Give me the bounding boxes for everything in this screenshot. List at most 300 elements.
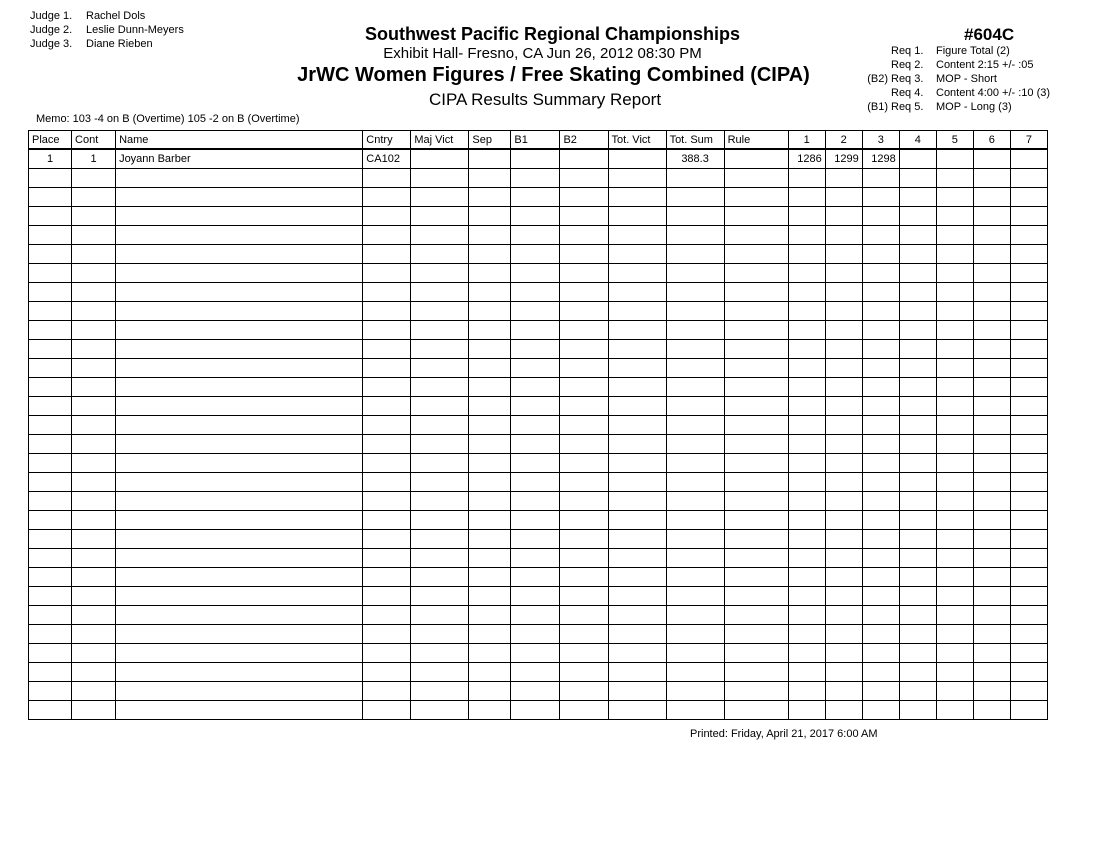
col-header-b2: B2 [560,131,608,150]
empty-cell [116,549,363,568]
empty-cell [973,226,1010,245]
empty-cell [1010,169,1047,188]
empty-cell [511,530,560,549]
empty-cell [511,169,560,188]
requirement-text: Content 4:00 +/- :10 (3) [936,87,1051,99]
empty-cell [608,625,666,644]
empty-cell [411,606,469,625]
empty-cell [469,625,511,644]
empty-cell [973,682,1010,701]
empty-cell [973,435,1010,454]
empty-cell [411,302,469,321]
empty-cell [724,644,788,663]
empty-cell [862,644,899,663]
empty-cell [1010,511,1047,530]
empty-cell [825,644,862,663]
empty-cell [560,682,608,701]
empty-cell [29,473,72,492]
empty-cell [862,701,899,720]
empty-cell [724,530,788,549]
empty-cell [608,226,666,245]
empty-cell [1010,188,1047,207]
empty-cell [363,663,411,682]
requirement-row [858,72,1050,86]
empty-cell [724,606,788,625]
empty-cell [411,568,469,587]
empty-cell [29,530,72,549]
empty-cell [825,454,862,473]
table-header-row [29,131,1048,150]
empty-cell [363,283,411,302]
col-header-rule: Rule [724,131,788,150]
empty-cell [973,587,1010,606]
empty-cell [560,207,608,226]
empty-cell [724,188,788,207]
empty-cell [1010,302,1047,321]
empty-cell [788,397,825,416]
empty-cell [72,606,116,625]
empty-cell [1010,530,1047,549]
empty-cell [862,606,899,625]
empty-cell [899,188,936,207]
empty-cell [862,435,899,454]
empty-cell [72,682,116,701]
empty-cell [825,511,862,530]
empty-cell [411,625,469,644]
requirements-list [858,44,1050,114]
empty-cell [72,454,116,473]
empty-cell [724,625,788,644]
empty-cell [363,682,411,701]
cell-judge-6 [973,149,1010,169]
col-header-tot-vict: Tot. Vict [608,131,666,150]
empty-cell [511,264,560,283]
results-body [29,149,1048,720]
empty-cell [973,359,1010,378]
empty-cell [899,587,936,606]
empty-cell [862,454,899,473]
empty-cell [72,378,116,397]
empty-cell [788,207,825,226]
empty-cell [936,473,973,492]
empty-cell [560,302,608,321]
empty-cell [899,245,936,264]
empty-cell [973,321,1010,340]
empty-cell [788,378,825,397]
empty-cell [608,454,666,473]
empty-cell [511,492,560,511]
empty-cell [363,340,411,359]
empty-cell [666,321,724,340]
empty-cell [825,530,862,549]
empty-cell [973,283,1010,302]
empty-cell [116,378,363,397]
empty-cell [29,511,72,530]
requirement-label: Req 3. [891,73,924,85]
cell-tot-vict [608,149,666,169]
empty-cell [788,188,825,207]
empty-cell [72,511,116,530]
empty-cell [936,682,973,701]
empty-cell [666,416,724,435]
empty-cell [825,264,862,283]
empty-cell [116,226,363,245]
empty-cell [411,207,469,226]
empty-cell [666,473,724,492]
table-row-empty [29,397,1048,416]
empty-cell [608,321,666,340]
empty-cell [666,530,724,549]
empty-cell [825,492,862,511]
empty-cell [666,226,724,245]
empty-cell [862,245,899,264]
empty-cell [363,473,411,492]
empty-cell [899,226,936,245]
empty-cell [411,169,469,188]
empty-cell [724,397,788,416]
empty-cell [666,245,724,264]
empty-cell [469,492,511,511]
empty-cell [469,568,511,587]
empty-cell [116,397,363,416]
empty-cell [469,454,511,473]
empty-cell [1010,264,1047,283]
empty-cell [825,663,862,682]
empty-cell [936,587,973,606]
empty-cell [666,701,724,720]
empty-cell [469,321,511,340]
requirement-label: Req 5. [891,101,924,113]
empty-cell [560,511,608,530]
empty-cell [724,568,788,587]
empty-cell [1010,701,1047,720]
empty-cell [936,378,973,397]
empty-cell [973,169,1010,188]
empty-cell [788,549,825,568]
table-row-empty [29,701,1048,720]
empty-cell [936,663,973,682]
empty-cell [29,397,72,416]
empty-cell [469,416,511,435]
empty-cell [29,625,72,644]
empty-cell [511,283,560,302]
empty-cell [29,416,72,435]
table-row-empty [29,264,1048,283]
empty-cell [936,283,973,302]
empty-cell [560,663,608,682]
empty-cell [666,492,724,511]
empty-cell [899,682,936,701]
empty-cell [511,245,560,264]
empty-cell [973,549,1010,568]
cell-tot-sum: 388.3 [666,149,724,169]
empty-cell [363,644,411,663]
empty-cell [936,701,973,720]
empty-cell [788,568,825,587]
empty-cell [862,207,899,226]
empty-cell [862,283,899,302]
empty-cell [560,283,608,302]
empty-cell [560,606,608,625]
empty-cell [724,321,788,340]
table-row-empty [29,682,1048,701]
empty-cell [973,416,1010,435]
empty-cell [72,663,116,682]
empty-cell [469,663,511,682]
empty-cell [608,492,666,511]
empty-cell [899,530,936,549]
empty-cell [1010,416,1047,435]
empty-cell [29,606,72,625]
empty-cell [862,625,899,644]
empty-cell [469,283,511,302]
empty-cell [666,454,724,473]
empty-cell [411,473,469,492]
empty-cell [899,511,936,530]
empty-cell [116,701,363,720]
empty-cell [862,663,899,682]
empty-cell [936,549,973,568]
empty-cell [899,549,936,568]
empty-cell [788,264,825,283]
empty-cell [560,264,608,283]
empty-cell [560,473,608,492]
requirement-row [858,100,1050,114]
empty-cell [511,625,560,644]
empty-cell [469,701,511,720]
empty-cell [936,644,973,663]
empty-cell [825,188,862,207]
empty-cell [511,188,560,207]
empty-cell [899,644,936,663]
empty-cell [862,321,899,340]
empty-cell [608,511,666,530]
empty-cell [560,435,608,454]
empty-cell [116,511,363,530]
empty-cell [862,169,899,188]
empty-cell [788,302,825,321]
cell-cntry: CA102 [363,149,411,169]
empty-cell [608,283,666,302]
requirement-text: Figure Total (2) [936,45,1010,57]
empty-cell [666,283,724,302]
empty-cell [1010,397,1047,416]
empty-cell [511,644,560,663]
empty-cell [973,530,1010,549]
empty-cell [560,169,608,188]
empty-cell [973,663,1010,682]
empty-cell [411,587,469,606]
empty-cell [116,359,363,378]
table-row-empty [29,587,1048,606]
empty-cell [936,245,973,264]
empty-cell [116,207,363,226]
empty-cell [1010,226,1047,245]
empty-cell [899,663,936,682]
empty-cell [363,226,411,245]
empty-cell [899,435,936,454]
empty-cell [973,245,1010,264]
empty-cell [608,587,666,606]
empty-cell [724,245,788,264]
table-row-empty [29,435,1048,454]
empty-cell [788,644,825,663]
empty-cell [936,340,973,359]
col-header-cont: Cont [72,131,116,150]
empty-cell [862,188,899,207]
empty-cell [608,302,666,321]
empty-cell [899,492,936,511]
table-row-empty [29,549,1048,568]
empty-cell [788,321,825,340]
requirement-prefix: (B2) [867,73,888,85]
col-header-sep: Sep [469,131,511,150]
printed-timestamp: Printed: Friday, April 21, 2017 6:00 AM [690,728,878,740]
results-table [28,130,1048,720]
empty-cell [788,226,825,245]
empty-cell [825,397,862,416]
empty-cell [411,359,469,378]
empty-cell [936,264,973,283]
empty-cell [560,226,608,245]
empty-cell [411,663,469,682]
col-header-place: Place [29,131,72,150]
empty-cell [511,587,560,606]
empty-cell [116,644,363,663]
empty-cell [608,701,666,720]
empty-cell [363,606,411,625]
empty-cell [29,644,72,663]
empty-cell [511,359,560,378]
empty-cell [469,644,511,663]
empty-cell [363,625,411,644]
requirement-row [858,44,1050,58]
judge-row [30,9,184,23]
empty-cell [825,625,862,644]
empty-cell [363,321,411,340]
empty-cell [666,188,724,207]
empty-cell [1010,359,1047,378]
empty-cell [29,340,72,359]
empty-cell [560,549,608,568]
empty-cell [363,492,411,511]
cell-b2 [560,149,608,169]
empty-cell [666,359,724,378]
empty-cell [363,587,411,606]
judge-label: Judge 1. [30,10,73,22]
empty-cell [72,264,116,283]
empty-cell [363,245,411,264]
empty-cell [29,245,72,264]
empty-cell [511,511,560,530]
empty-cell [788,283,825,302]
judge-name: Leslie Dunn-Meyers [86,24,184,36]
empty-cell [72,473,116,492]
empty-cell [899,606,936,625]
empty-cell [899,625,936,644]
table-row-empty [29,302,1048,321]
empty-cell [29,283,72,302]
judge-name: Diane Rieben [86,38,153,50]
empty-cell [560,587,608,606]
empty-cell [608,359,666,378]
empty-cell [560,188,608,207]
empty-cell [724,682,788,701]
empty-cell [72,568,116,587]
empty-cell [560,340,608,359]
empty-cell [72,340,116,359]
empty-cell [411,701,469,720]
empty-cell [862,473,899,492]
empty-cell [116,435,363,454]
empty-cell [29,549,72,568]
empty-cell [666,682,724,701]
table-row-empty [29,188,1048,207]
empty-cell [1010,378,1047,397]
empty-cell [1010,435,1047,454]
empty-cell [608,435,666,454]
empty-cell [1010,492,1047,511]
judge-label: Judge 2. [30,24,73,36]
empty-cell [973,511,1010,530]
empty-cell [936,226,973,245]
empty-cell [363,549,411,568]
table-row-empty [29,416,1048,435]
empty-cell [899,378,936,397]
empty-cell [72,188,116,207]
empty-cell [29,492,72,511]
col-header-judge-4: 4 [899,131,936,150]
empty-cell [469,245,511,264]
empty-cell [724,169,788,188]
empty-cell [825,682,862,701]
empty-cell [973,492,1010,511]
empty-cell [899,359,936,378]
empty-cell [973,454,1010,473]
empty-cell [899,207,936,226]
cell-sep [469,149,511,169]
empty-cell [862,682,899,701]
empty-cell [788,245,825,264]
cell-rule [724,149,788,169]
table-row-empty [29,226,1048,245]
empty-cell [936,321,973,340]
empty-cell [116,321,363,340]
empty-cell [724,264,788,283]
empty-cell [469,169,511,188]
empty-cell [469,264,511,283]
empty-cell [72,359,116,378]
empty-cell [411,682,469,701]
col-header-judge-7: 7 [1010,131,1047,150]
empty-cell [511,302,560,321]
empty-cell [511,226,560,245]
empty-cell [825,321,862,340]
empty-cell [116,245,363,264]
empty-cell [825,568,862,587]
cell-place: 1 [29,149,72,169]
empty-cell [469,207,511,226]
empty-cell [724,701,788,720]
empty-cell [511,473,560,492]
empty-cell [363,188,411,207]
judge-label: Judge 3. [30,38,73,50]
empty-cell [1010,682,1047,701]
empty-cell [608,188,666,207]
empty-cell [560,530,608,549]
empty-cell [936,530,973,549]
table-row [29,149,1048,169]
